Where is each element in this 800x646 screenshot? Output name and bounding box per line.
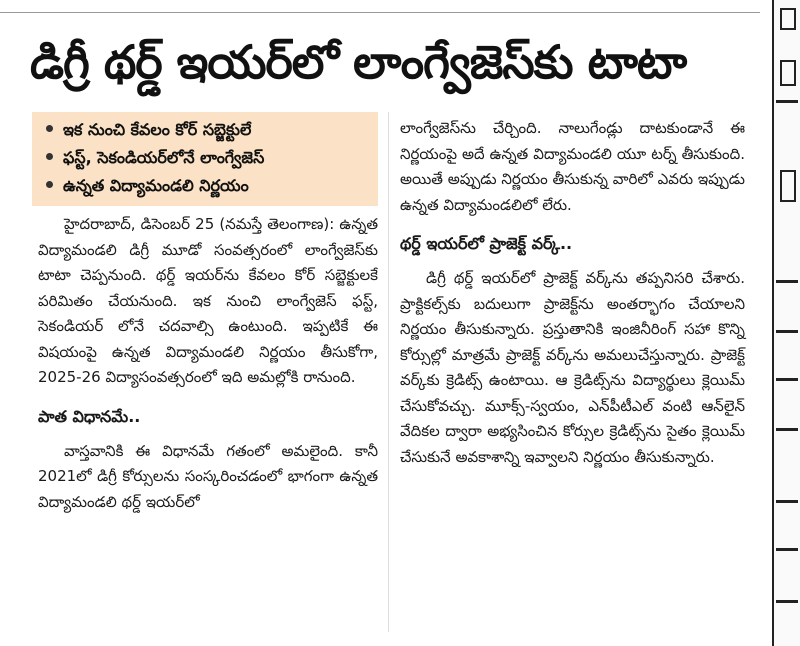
- edge-rule: [776, 378, 798, 381]
- highlight-item: [40, 172, 368, 200]
- bullet-dot-icon: [46, 153, 53, 160]
- edge-rule: [776, 330, 798, 333]
- body-paragraph: డిగ్రీ థర్డ్ ఇయర్‌లో ప్రాజెక్ట్ వర్క్‌ను తప్పనిసరి చేశారు. ప్రాక్టికల్స్‌కు బదులుగా ప్రాజెక్ట్‌ను అంతర్భాగం చేయాలని నిర్ణయం తీసుకున్నారు. ప్రస్తుతానికి ఇంజినీరింగ్ సహా కొన్ని కోర్సుల్లో మాత్రమే ప్రాజెక్ట్ వర్క్‌ను అమలుచేస్తున్నారు. ప్రాజెక్ట్ వర్క్‌కు క్రెడిట్స్ ఉంటాయి. ఆ క్రెడిట్స్‌ను విద్యార్థులు క్లెయిమ్ చేసుకోవచ్చు. మూక్స్-స్వయం, ఎన్‌పీటీఎల్ వంటి ఆన్‌లైన్ వేదికల ద్వారా అభ్యసించిన కోర్సుల క్రెడిట్స్‌ను సైతం క్లెయిమ్ చేసుకునే అవకాశాన్ని ఇవ్వాలని నిర్ణయం తీసుకున్నారు.: [400, 269, 745, 466]
- dateline-paragraph: హైదరాబాద్, డిసెంబర్ 25 (నమస్తే తెలంగాణ): ఉన్నత విద్యామండలి డిగ్రీ మూడో సంవత్సరంలో లాంగ్వేజెస్‌కు టాటా చెప్పనుంది. థర్డ్ ఇయర్‌ను కేవలం కోర్ సబ్జెక్టులకే పరిమితం చేయనుంది. ఇక నుంచి లాంగ్వేజెస్ ఫస్ట్, సెకండియర్ లోనే చదవాల్సి ఉంటుంది. ఇప్పటికే ఈ విషయంపై ఉన్నత విద్యామండలి నిర్ణయం తీసుకోగా, 2025-26 విద్యాసంవత్సరంలో ఇది అమల్లోకి రానుంది.: [38, 215, 378, 386]
- highlights-box: [32, 112, 378, 206]
- article-headline: డిగ్రీ థర్డ్ ఇయర్‌లో లాంగ్వేజెస్‌కు టాటా: [30, 35, 687, 89]
- edge-rule: [776, 500, 798, 503]
- highlight-text: ఉన్నత విద్యామండలి నిర్ణయం: [63, 176, 249, 195]
- edge-box-mark: [780, 60, 796, 86]
- edge-box-mark: [780, 170, 796, 202]
- column-divider: [388, 112, 389, 632]
- highlight-item: [40, 116, 368, 144]
- body-paragraph: వాస్తవానికి ఈ విధానమే గతంలో అమలైంది. కానీ 2021లో డిగ్రీ కోర్సులను సంస్కరించడంలో భాగంగా ఉన్నత విద్యామండలి థర్డ్ ఇయర్‌లో: [38, 441, 378, 511]
- edge-rule: [776, 280, 798, 283]
- subheading: పాత విధానమే..: [38, 406, 141, 426]
- edge-rule: [776, 100, 798, 103]
- body-paragraph: లాంగ్వేజెస్‌ను చేర్చింది. నాలుగేండ్లు దాటకుండానే ఈ నిర్ణయంపై అదే ఉన్నత విద్యామండలి యూ టర్న్ తీసుకుంది. అయితే అప్పుడు నిర్ణయం తీసుకున్న వారిలో ఎవరు ఇప్పుడు ఉన్నత విద్యామండలిలో లేరు.: [400, 119, 745, 214]
- edge-rule: [776, 600, 798, 603]
- highlight-text: ఫస్ట్, సెకండియర్‌లోనే లాంగ్వేజెస్: [63, 148, 265, 167]
- edge-rule: [776, 428, 798, 431]
- bullet-dot-icon: [46, 125, 53, 132]
- highlight-item: [40, 144, 368, 172]
- top-edge-rule: [0, 0, 760, 13]
- article-column-left: [38, 112, 378, 515]
- edge-box-mark: [780, 8, 796, 30]
- highlight-text: ఇక నుంచి కేవలం కోర్ సబ్జెక్టులే: [63, 120, 252, 139]
- adjacent-column-edge: [772, 0, 800, 646]
- edge-rule: [776, 548, 798, 551]
- article-column-right: [400, 116, 745, 470]
- subheading: థర్డ్ ఇయర్‌లో ప్రాజెక్ట్ వర్క్..: [400, 234, 573, 253]
- bullet-dot-icon: [46, 181, 53, 188]
